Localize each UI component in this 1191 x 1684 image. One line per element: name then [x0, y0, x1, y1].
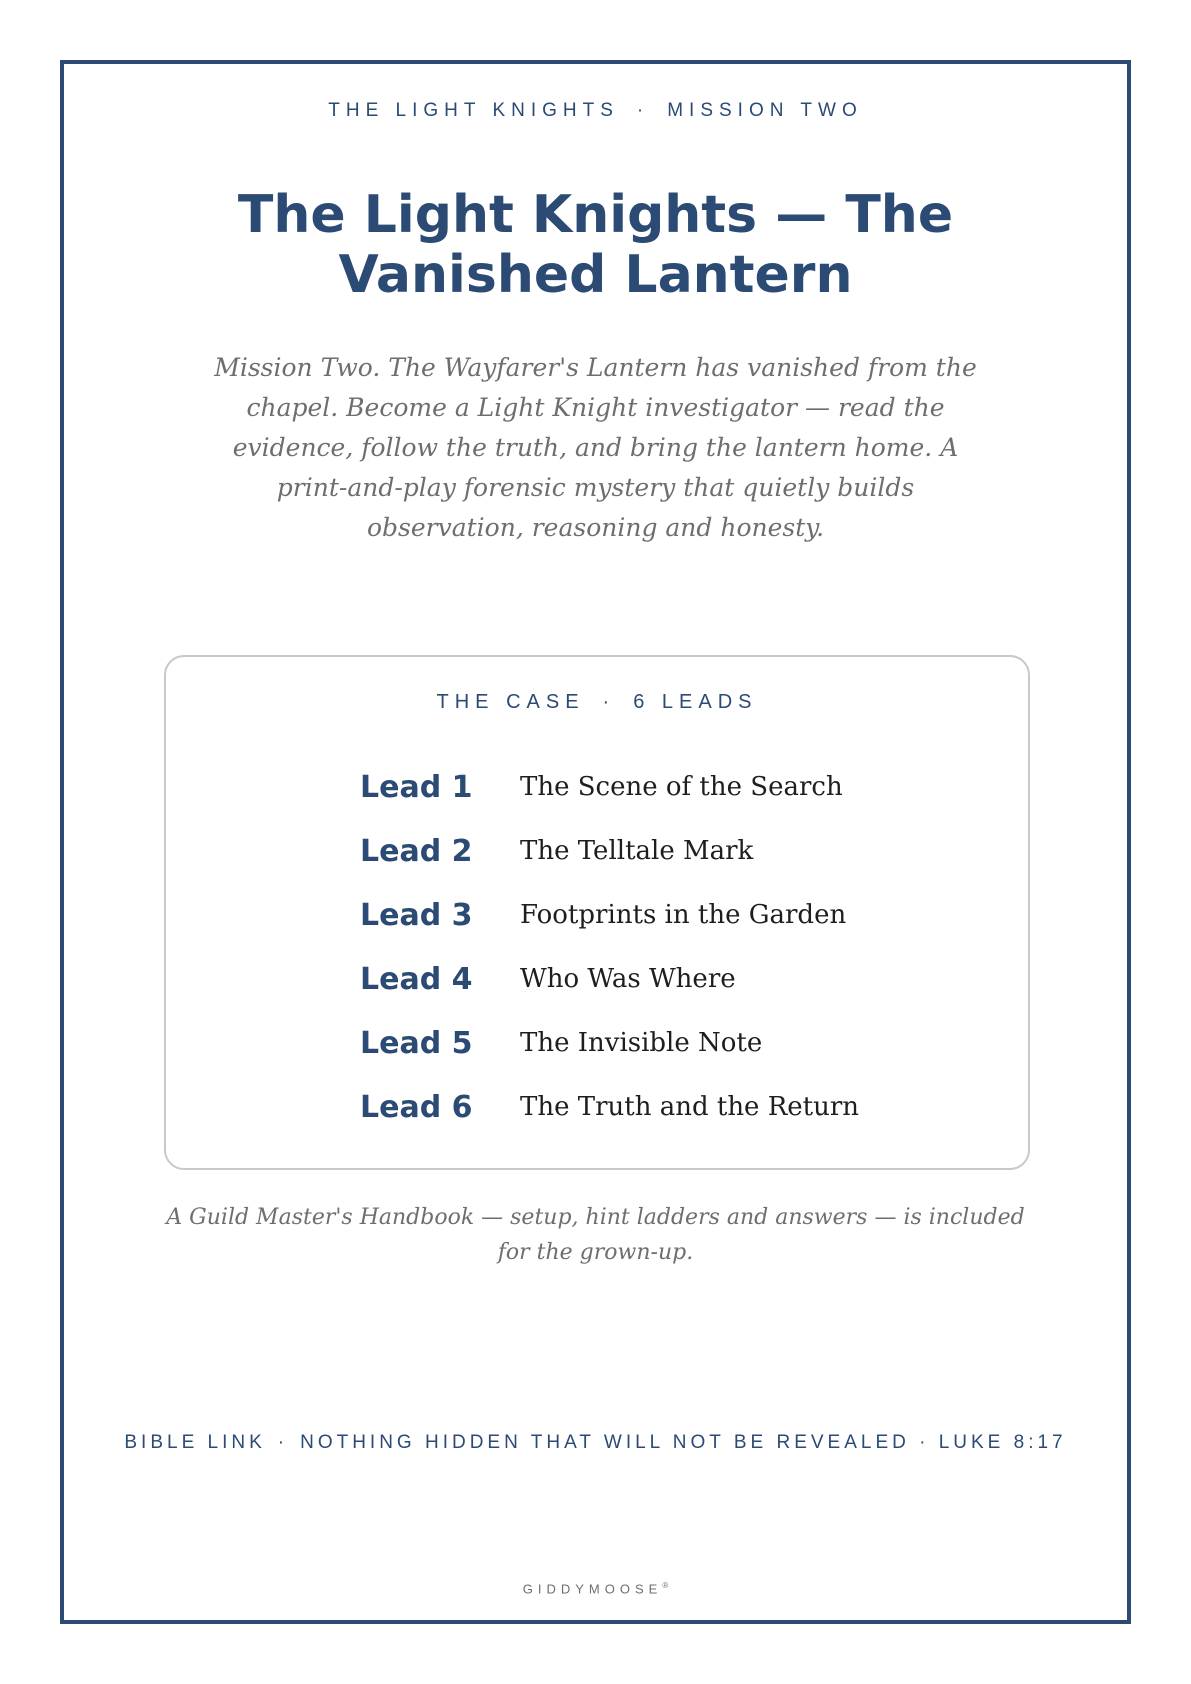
lead-title: The Scene of the Search	[520, 772, 843, 802]
lead-title: Footprints in the Garden	[520, 900, 847, 930]
brand-name: GIDDYMOOSE	[522, 1581, 663, 1597]
series-name: THE LIGHT KNIGHTS	[328, 100, 619, 121]
handbook-note: A Guild Master's Handbook — setup, hint ladders and answers — is included for the grown-up.	[166, 1205, 1025, 1265]
kicker-separator: ·	[636, 100, 650, 121]
lead-count: 6 LEADS	[633, 691, 758, 713]
lead-row	[360, 883, 920, 947]
registered-mark: ®	[662, 1581, 669, 1590]
bible-link-label: BIBLE LINK	[124, 1432, 266, 1453]
lead-number: Lead 1	[360, 769, 473, 805]
case-separator: ·	[602, 691, 616, 713]
case-box	[164, 655, 1030, 1170]
lead-number: Lead 6	[360, 1089, 473, 1125]
lead-number: Lead 5	[360, 1025, 473, 1061]
page-title: The Light Knights — The Vanished Lantern	[237, 185, 954, 305]
bible-verse: NOTHING HIDDEN THAT WILL NOT BE REVEALED · LUKE 8:17	[300, 1432, 1067, 1453]
lead-number: Lead 2	[360, 833, 473, 869]
case-header	[166, 691, 1028, 714]
lead-title: The Truth and the Return	[520, 1092, 860, 1122]
lead-row	[360, 1075, 920, 1139]
lead-row	[360, 755, 920, 819]
bible-link-separator: ·	[277, 1432, 289, 1453]
mission-label: MISSION TWO	[667, 100, 863, 121]
series-kicker	[0, 100, 1191, 122]
lead-list	[360, 755, 920, 1139]
lead-number: Lead 4	[360, 961, 473, 997]
lead-title: The Telltale Mark	[520, 836, 754, 866]
case-label: THE CASE	[436, 691, 585, 713]
lead-row	[360, 819, 920, 883]
lead-title: Who Was Where	[520, 964, 736, 994]
lead-row	[360, 1011, 920, 1075]
brand-footer	[0, 1581, 1191, 1596]
lead-title: The Invisible Note	[520, 1028, 763, 1058]
lead-number: Lead 3	[360, 897, 473, 933]
lead-row	[360, 947, 920, 1011]
bible-link	[0, 1432, 1191, 1454]
intro-paragraph: Mission Two. The Wayfarer's Lantern has vanished from the chapel. Become a Light Knight investigator — read the evidence, follow the truth, and bring the lantern home. A print-and-play forensic mystery that quietly builds observation, reasoning and honesty.	[214, 353, 977, 542]
